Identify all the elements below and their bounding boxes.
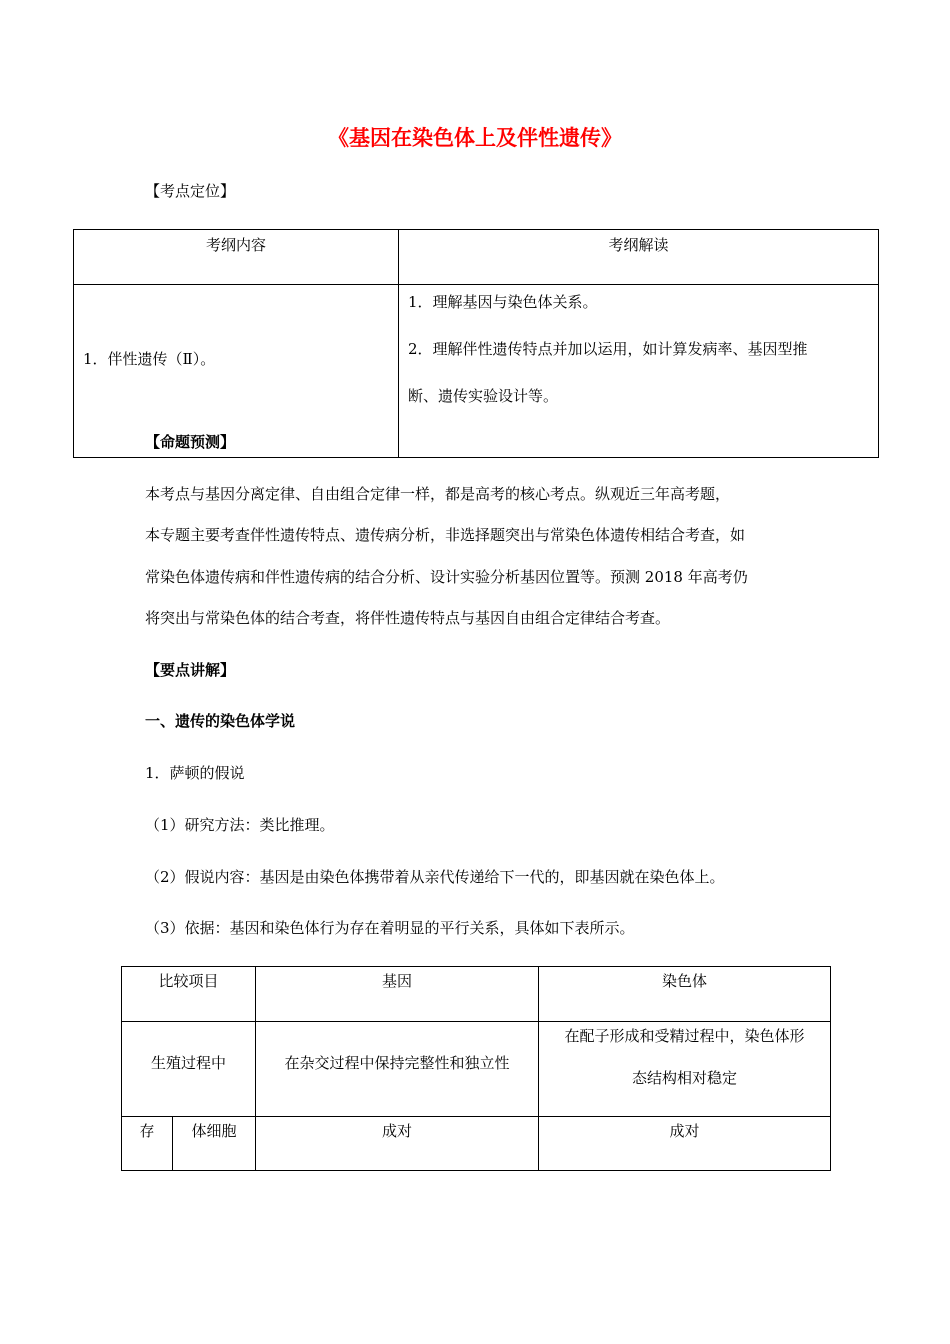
section-kaodian-heading: 【考点定位】: [145, 182, 236, 200]
compare-row2-label-a: 存: [122, 1117, 173, 1171]
outline-left-cell: 1．伴性遗传（Ⅱ）。: [74, 285, 399, 458]
point-3: （3）依据：基因和染色体行为存在着明显的平行关系，具体如下表所示。: [145, 919, 635, 937]
compare-header-item: 比较项目: [122, 967, 256, 1022]
compare-header-gene: 基因: [256, 967, 539, 1022]
compare-header-chromosome: 染色体: [539, 967, 831, 1022]
compare-row1-chromosome-line1: 在配子形成和受精过程中，染色体形: [564, 1027, 805, 1045]
sub-heading-sutton: 1．萨顿的假说: [145, 764, 245, 782]
compare-row2-gene: 成对: [256, 1117, 539, 1171]
outline-item-1: 1．理解基因与染色体关系。: [408, 293, 598, 311]
heading-chromosome-theory: 一、遗传的染色体学说: [145, 712, 296, 730]
section-mingti-heading: 【命题预测】: [145, 433, 236, 451]
outline-header-left: 考纲内容: [74, 230, 399, 285]
prediction-line-4: 将突出与常染色体的结合考查，将伴性遗传特点与基因自由组合定律结合考查。: [145, 609, 671, 627]
outline-item-3: 断、遗传实验设计等。: [408, 387, 559, 405]
prediction-line-1: 本考点与基因分离定律、自由组合定律一样，都是高考的核心考点。纵观近三年高考题，: [145, 485, 731, 503]
outline-right-cell: [399, 285, 879, 458]
compare-table: [121, 966, 831, 1171]
point-1: （1）研究方法：类比推理。: [145, 816, 335, 834]
compare-row1-gene: 在杂交过程中保持完整性和独立性: [256, 1022, 539, 1117]
outline-item-2: 2．理解伴性遗传特点并加以运用，如计算发病率、基因型推: [408, 340, 808, 358]
section-yaodian-heading: 【要点讲解】: [145, 661, 236, 679]
compare-row1-label: 生殖过程中: [122, 1022, 256, 1117]
outline-table: [73, 229, 879, 458]
compare-row2-chromosome: 成对: [539, 1117, 831, 1171]
outline-header-right: 考纲解读: [399, 230, 879, 285]
compare-row1-chromosome: [539, 1022, 831, 1117]
page-title: 《基因在染色体上及伴性遗传》: [328, 126, 622, 150]
point-2: （2）假说内容：基因是由染色体携带着从亲代传递给下一代的，即基因就在染色体上。: [145, 868, 725, 886]
compare-row1-chromosome-line2: 态结构相对稳定: [632, 1069, 738, 1087]
prediction-line-3: 常染色体遗传病和伴性遗传病的结合分析、设计实验分析基因位置等。预测 2018 年高考仍: [145, 568, 748, 586]
compare-row2-label-b: 体细胞: [173, 1117, 256, 1171]
prediction-line-2: 本专题主要考查伴性遗传特点、遗传病分析，非选择题突出与常染色体遗传相结合考查，如: [145, 526, 746, 544]
